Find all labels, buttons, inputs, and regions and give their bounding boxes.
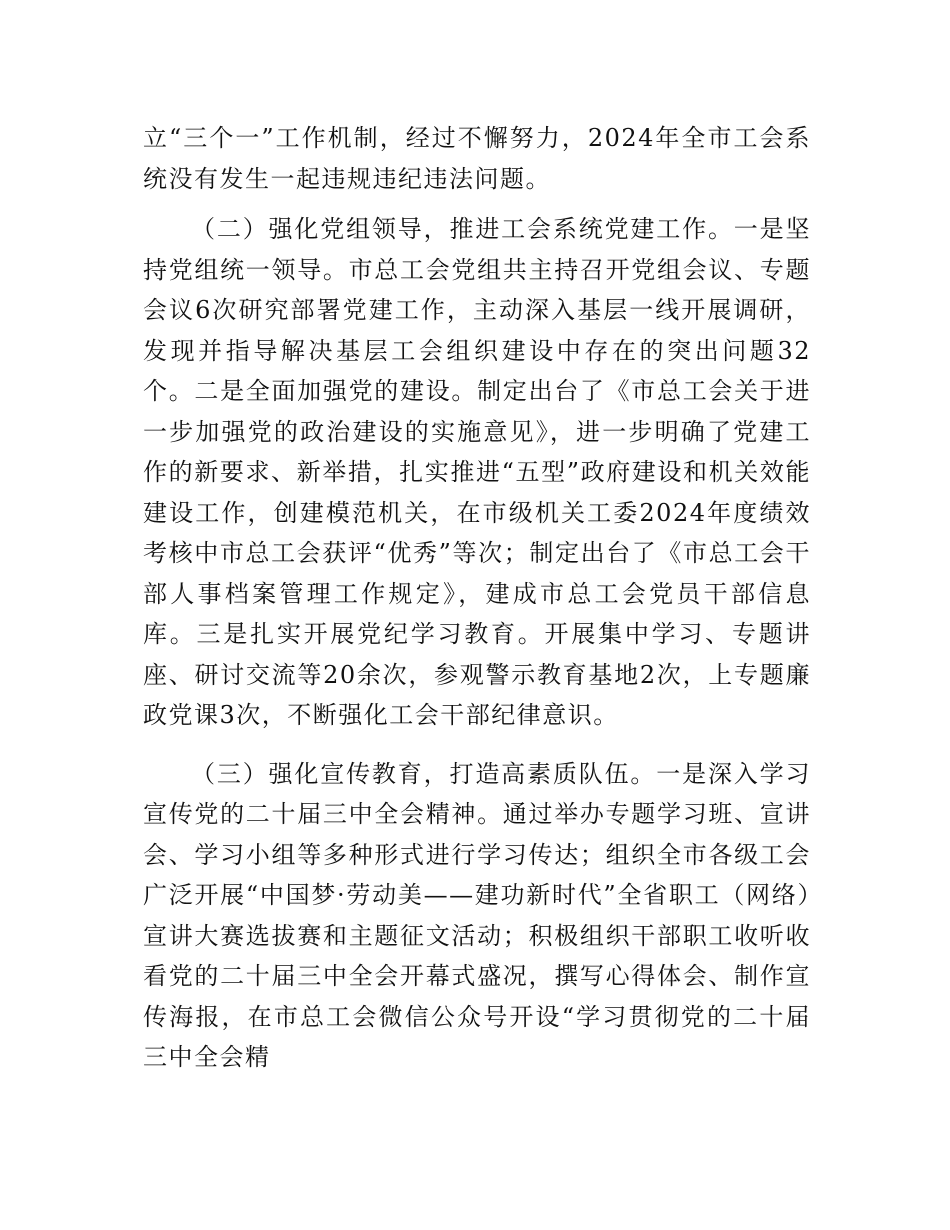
paragraph-continuation: 立“三个一”工作机制，经过不懈努力，2024年全市工会系统没有发生一起违规违纪违法问题。 xyxy=(143,124,811,193)
document-body xyxy=(143,118,811,1078)
paragraph-publicity-education: （三）强化宣传教育，打造高素质队伍。一是深入学习宣传党的二十届三中全会精神。通过举办专题学习班、宣讲会、学习小组等多种形式进行学习传达；组织全市各级工会广泛开展“中国梦·劳动美——建功新时代”全省职工（网络）宣讲大赛选拔赛和主题征文活动；积极组织干部职工收听收看党的二十届三中全会开幕式盛况，撰写心得体会、制作宣传海报，在市总工会微信公众号开设“学习贯彻党的二十届三中全会精 xyxy=(143,759,811,1071)
paragraph-party-leadership: （二）强化党组领导，推进工会系统党建工作。一是坚持党组统一领导。市总工会党组共主持召开党组会议、专题会议6次研究部署党建工作，主动深入基层一线开展调研，发现并指导解决基层工会组织建设中存在的突出问题32个。二是全面加强党的建设。制定出台了《市总工会关于进一步加强党的政治建设的实施意见》，进一步明确了党建工作的新要求、新举措，扎实推进“五型”政府建设和机关效能建设工作，创建模范机关，在市级机关工委2024年度绩效考核中市总工会获评“优秀”等次；制定出台了《市总工会干部人事档案管理工作规定》，建成市总工会党员干部信息库。三是扎实开展党纪学习教育。开展集中学习、专题讲座、研讨交流等20余次，参观警示教育基地2次，上专题廉政党课3次，不断强化工会干部纪律意识。 xyxy=(143,215,811,729)
